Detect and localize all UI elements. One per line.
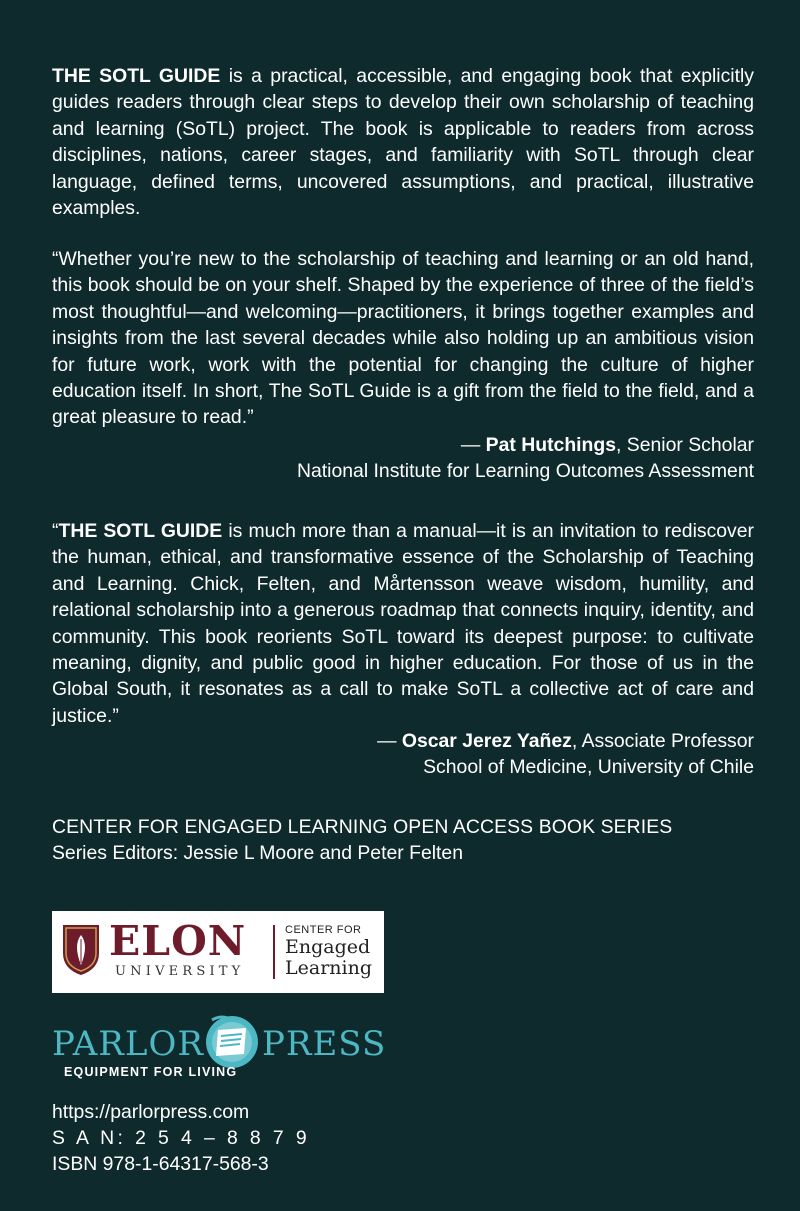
quote-attribution <box>52 432 754 485</box>
elon-university: UNIVERSITY <box>115 964 245 979</box>
blurb-text: is a practical, accessible, and engaging book that explicitly guides readers through clear steps to develop their own scholarship of teaching and learning (SoTL) project. The book is applicable to readers from across disciplines, nations, career stages, and familiarity with SoTL through clear language, defined terms, uncovered assumptions, and practical, illustrative examples. <box>52 65 754 220</box>
publisher-url[interactable]: https://parlorpress.com <box>52 1101 250 1123</box>
parlor-tagline: EQUIPMENT FOR LIVING <box>64 1065 238 1079</box>
author-affiliation: National Institute for Learning Outcomes Assessment <box>297 460 754 483</box>
series-heading: CENTER FOR ENGAGED LEARNING OPEN ACCESS BOOK SERIES <box>52 816 673 838</box>
series-editors: Series Editors: Jessie L Moore and Peter Felten <box>52 842 463 864</box>
elon-name: ELON <box>109 917 247 965</box>
book-series <box>52 814 672 866</box>
parlor-press-logo <box>52 1010 387 1082</box>
quote-open-mark: “ <box>52 520 59 542</box>
shield-icon <box>61 923 101 977</box>
logo-divider <box>273 925 275 979</box>
isbn: ISBN 978-1-64317-568-3 <box>52 1153 269 1175</box>
learning: Learning <box>285 957 372 979</box>
attribution-dash: — <box>377 730 402 752</box>
attribution-dash: — <box>460 434 486 456</box>
engaged: Engaged <box>285 936 371 958</box>
author-name: Oscar Jerez Yañez <box>401 730 572 752</box>
quote-text: “Whether you’re new to the scholarship of teaching and learning or an old hand, this book should be on your shelf. Shaped by the experience of three of the field’s most thoughtful—and welcoming—practitioners, it brings together examples and insights from the last several decades while also holding up an ambitious vision for future work, work with the potential for changing the culture of higher education itself. In short, The SoTL Guide is a gift from the field to the field, and a great pleasure to read.” <box>52 248 754 429</box>
quote-hutchings <box>52 246 754 431</box>
book-title: THE SOTL GUIDE <box>52 65 221 87</box>
center-for-engaged-learning <box>285 924 372 979</box>
publisher-info <box>52 1099 310 1177</box>
quote-attribution <box>52 728 754 781</box>
parlor-word: PARLOR <box>52 1024 204 1064</box>
center-for: CENTER FOR <box>285 924 362 936</box>
quote-text: is much more than a manual—it is an invitation to rediscover the human, ethical, and transformative essence of the Scholarship of Teaching and Learning. Chick, Felten, and Mårtensson weave wisdom, humility, and relational scholarship into a generous roadmap that connects inquiry, identity, and community. This book reorients SoTL toward its deepest purpose: to cultivate meaning, dignity, and public good in higher education. For those of us in the Global South, it resonates as a call to make SoTL a collective act of care and justice.” <box>52 520 754 727</box>
author-name: Pat Hutchings <box>485 434 617 456</box>
author-affiliation: School of Medicine, University of Chile <box>423 756 754 779</box>
book-blurb <box>52 63 754 221</box>
author-role: , Associate Professor <box>571 730 754 752</box>
san-number: S A N: 2 5 4 – 8 8 7 9 <box>52 1127 311 1149</box>
author-role: , Senior Scholar <box>616 434 754 456</box>
press-word: PRESS <box>262 1024 387 1064</box>
book-title: THE SOTL GUIDE <box>58 520 223 542</box>
elon-logo <box>52 911 384 993</box>
quote-jerez <box>52 518 754 729</box>
